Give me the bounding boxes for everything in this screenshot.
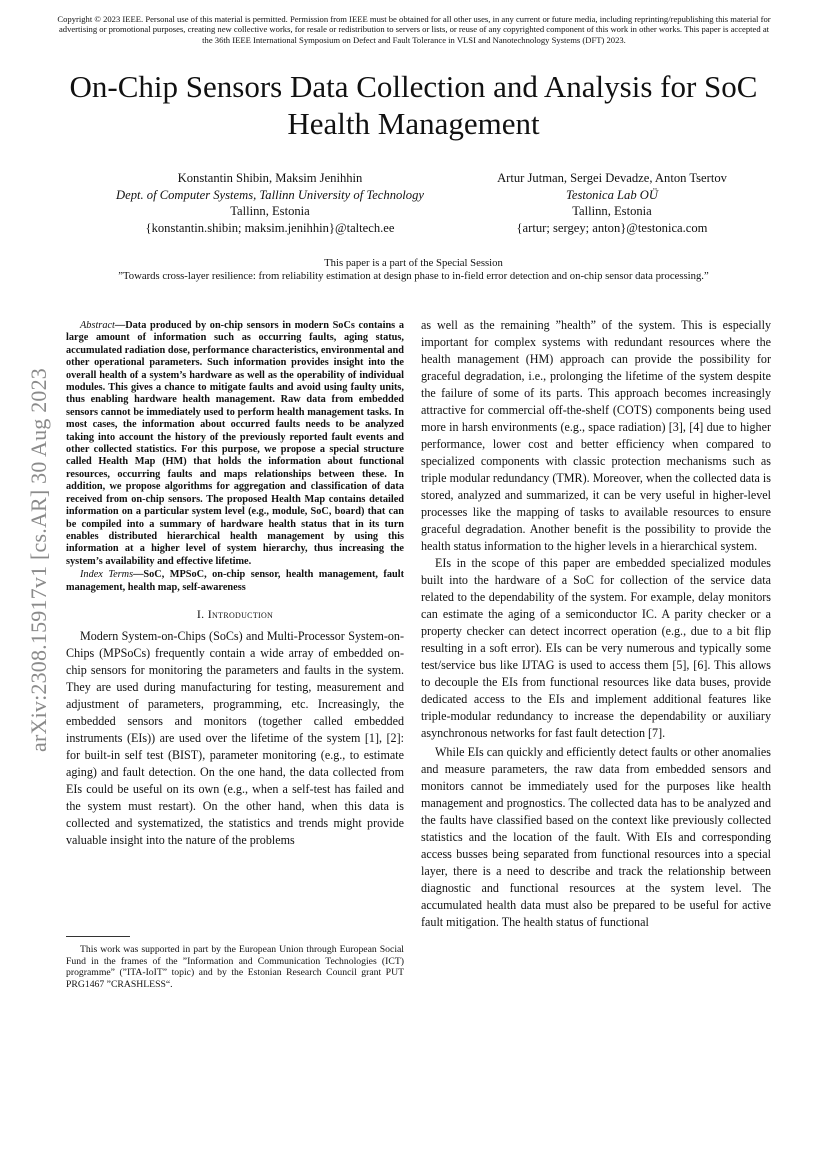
index-terms — [66, 569, 404, 594]
left-column — [66, 320, 404, 849]
abstract-body: —Data produced by on-chip sensors in modern SoCs contains a large amount of information such as occurring faults, aging status, accumulated radiation dose, performance characteristics, environmental and other operational parameters. Such information provides insight into the overall health of a system’s hardware as well as the operability of individual modules. This gives a chance to mitigate faults and avoid using faulty units, thus enabling hardware health management. Raw data from embedded sensors cannot be immediately used to perform health management tasks. In most cases, the information about occurred faults needs to be analyzed taking into account the history of the previously reported fault events and other collected statistics. For this purpose, we propose a special structure called Health Map (HM) that holds the information about functional resources, occurring faults and maps relationships between these. In addition, we propose algorithms for aggregation and classification of data received from on-chip sensors. The proposed Health Map contains detailed information on a particular system level (e.g., module, SoC, board) that can be compiled into a summary of hardware health status that in its turn enables distributed hierarchical health management by using this information at a higher level of system hierarchy, thus increasing the system’s availability and effective lifetime. — [66, 320, 404, 567]
arxiv-stamp — [24, 230, 54, 890]
index-terms-body: —SoC, MPSoC, on-chip sensor, health management, fault management, health map, self-awareness — [66, 569, 404, 593]
right-column — [421, 317, 771, 931]
footnote-rule — [66, 936, 130, 937]
intro-paragraph-1: Modern System-on-Chips (SoCs) and Multi-Processor System-on-Chips (MPSoCs) frequently contain a wide array of embedded on-chip sensors for monitoring the parameters and faults in the system. They are used during manufacturing for testing, measurement and adjustment of parameters, programming, etc. Increasingly, the embedded sensors and monitors (together called embedded instruments (EIs)) are used over the lifetime of the system [1], [2]: for built-in self test (BIST), parameter monitoring (e.g., to estimate aging) and fault detection. On the one hand, the data collected from EIs could be useful on its own (e.g., when a self-test has failed and the system must restart). On the other hand, when this data is collected and systematized, the statistics and trends might provide valuable insight into the nature of the problems — [66, 628, 404, 847]
copyright-notice: Copyright © 2023 IEEE. Personal use of this material is permitted. Permission from IEEE must be obtained for all other uses, in any current or future media, including reprinting/republishing this material for advertising or promotional purposes, creating new collective works, for resale or redistribution to servers or lists, or reuse of any copyrighted component of this work in other works. This paper is accepted at the 36th IEEE International Symposium on Defect and Fault Tolerance in VLSI and Nanotechnology Systems (DFT) 2023. — [57, 14, 771, 45]
right-paragraph-3: While EIs can quickly and efficiently detect faults or other anomalies and measure parameters, the raw data from embedded sensors and monitors cannot be immediately used for the purposes like health management and prognostics. The collected data has to be analyzed and the faults have classified based on the context like previously collected statistics and the location of the fault. With EIs and corresponding access busses being separated from functional resources into a special layer, there is a need to describe and track the relationship between diagnostic and functional resources at the system level. The accumulated health data must also be prepared to be useful for active fault mitigation. The health status of functional — [421, 745, 771, 929]
special-session-note — [30, 257, 797, 283]
paper-title: On-Chip Sensors Data Collection and Analysis for SoC Health Management — [69, 69, 758, 141]
author-affiliation: Testonica Lab OÜ — [566, 187, 658, 202]
index-terms-label: Index Terms — [80, 569, 134, 581]
session-line-2: ”Towards cross-layer resilience: from reliability estimation at design phase to in-field error detection and on-chip sensor data processing.” — [118, 270, 709, 282]
abstract — [66, 320, 404, 568]
author-affiliation: Dept. of Computer Systems, Tallinn University of Technology — [116, 187, 424, 202]
author-email: {konstantin.shibin; maksim.jenihhin}@taltech.ee — [145, 220, 395, 235]
author-location: Tallinn, Estonia — [572, 204, 652, 218]
arxiv-identifier: arXiv:2308.15917v1 [cs.AR] 30 Aug 2023 — [26, 367, 51, 753]
section-heading-introduction: I. Introduction — [196, 606, 274, 621]
author-names: Konstantin Shibin, Maksim Jenihhin — [177, 171, 363, 185]
funding-footnote: This work was supported in part by the European Union through European Social Fund in the frames of the ”Information and Communication Technologies (ICT) programme” (”ITA-IoIT” topic) and by the Estonian Research Council grant PUT PRG1467 ”CRASHLESS“. — [66, 944, 404, 990]
author-block-1 — [110, 170, 430, 236]
author-names: Artur Jutman, Sergei Devadze, Anton Tsertov — [497, 171, 727, 185]
author-location: Tallinn, Estonia — [230, 204, 310, 218]
author-email: {artur; sergey; anton}@testonica.com — [516, 220, 708, 235]
abstract-label: Abstract — [80, 320, 115, 331]
session-line-1: This paper is a part of the Special Session — [324, 257, 503, 269]
right-paragraph-1: as well as the remaining ”health” of the system. This is especially important for complex systems with redundant resources where the health management (HM) approach can provide the possibility for graceful degradation, i.e., prolonging the lifetime of the system despite the failure of some of its parts. This approach becomes increasingly attractive for commercial off-the-shelf (COTS) components being used more in harsh environments (e.g., space radiation) [3], [4] due to higher performance, lower cost and better efficiency when compared to specialized components with classic protection mechanisms such as triple modular redundancy (TMR). Moreover, when the collected data is stored, analyzed and summarized, it can be very useful in higher-level processes like the mapping of tasks to available resources to ensure graceful degradation. Another benefit is the possibility to provide the health status information to the higher levels in a hierarchical system. — [421, 318, 771, 553]
right-paragraph-2: EIs in the scope of this paper are embedded specialized modules built into the hardware of a SoC for collection of the service data related to the dependability of the system. For example, delay monitors can estimate the aging of a semiconductor IC. A parity checker or a property checker can detect incorrect operation (e.g., due to a bit flip resulting in a soft error). EIs can be very numerous and typically some test/service bus like IJTAG is used to access them [5], [6]. This allows to decouple the EIs from functional resources like data buses, provide dedicated access to the EIs and implement additional features like triple-modular redundancy to increase the dependability or auxiliary asynchronous networks for fast fault detection [7]. — [421, 556, 771, 740]
author-block-2 — [462, 170, 762, 236]
